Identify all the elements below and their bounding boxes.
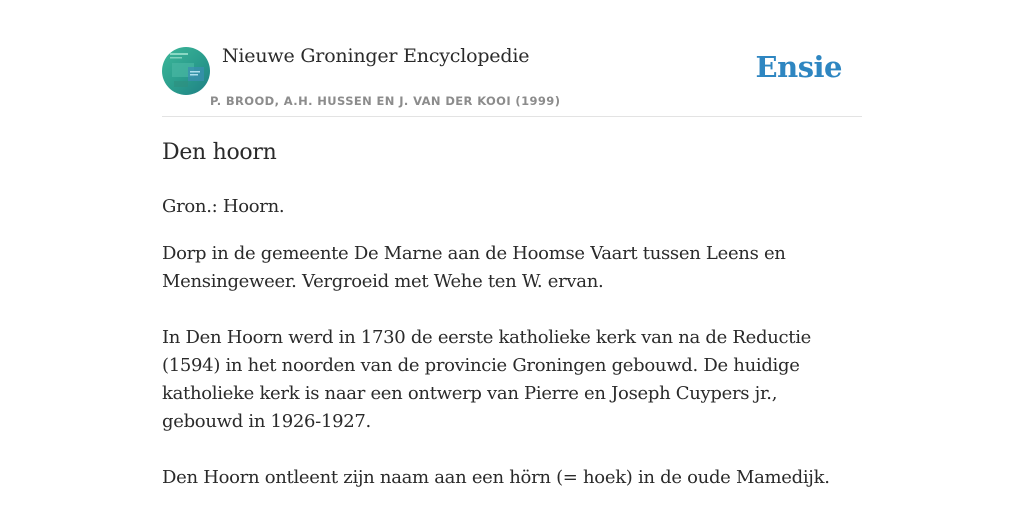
entry-paragraph: Den Hoorn ontleent zijn naam aan een hörn (= hoek) in de oude Mamedijk. [162,467,830,488]
entry-paragraph: In Den Hoorn werd in 1730 de eerste katholieke kerk van na de Reductie (1594) in het noorden van de provincie Groningen gebouwd. De huidige katholieke kerk is naar een ontwerp van Pierre en Joseph Cuypers jr., gebouwd in 1926-1927. [162,327,812,432]
entry-title: Den hoorn [162,140,277,165]
entry-content [162,193,862,492]
book-cover-icon[interactable] [162,47,210,95]
entry-paragraph: Dorp in de gemeente De Marne aan de Hoomse Vaart tussen Leens en Mensingeweer. Vergroeid met Wehe ten W. ervan. [162,243,786,292]
book-title[interactable]: Nieuwe Groninger Encyclopedie [222,45,530,67]
brand-logo[interactable]: Ensie [755,50,842,84]
entry-card [162,0,862,512]
entry-header [162,0,862,117]
book-authors: P. BROOD, A.H. HUSSEN EN J. VAN DER KOOI (1999) [210,94,561,108]
entry-paragraph: Gron.: Hoorn. [162,196,285,217]
